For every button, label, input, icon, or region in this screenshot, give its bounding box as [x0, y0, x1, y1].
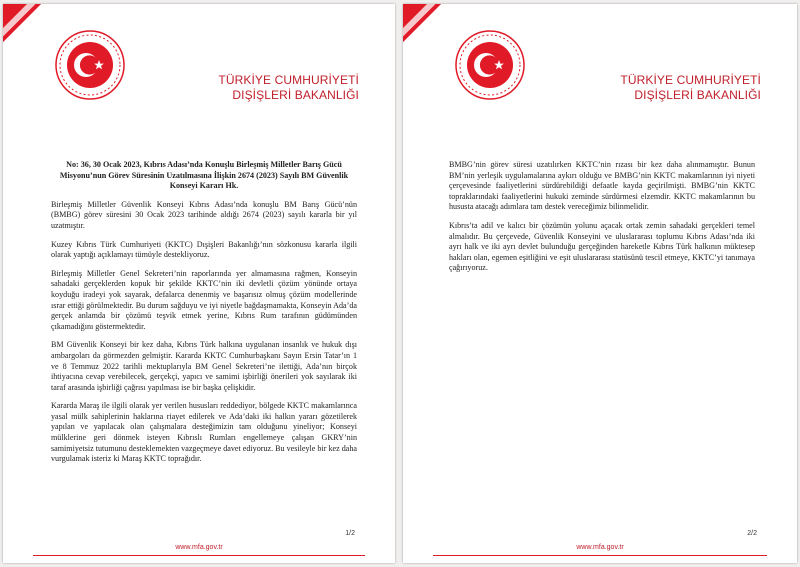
- ministry-line-1: TÜRKİYE CUMHURİYETİ: [620, 73, 761, 87]
- footer-url[interactable]: www.mfa.gov.tr: [576, 544, 624, 551]
- ministry-name: [620, 73, 761, 103]
- crescent-star-seal-icon: [55, 30, 125, 100]
- page-number: 1/2: [345, 530, 355, 537]
- ministry-name: [218, 73, 359, 103]
- crescent-star-seal-icon: [455, 30, 525, 100]
- footer-divider: [33, 555, 365, 556]
- paragraph: Birleşmiş Milletler Genel Sekreteri’nin raporlarında yer almamasına rağmen, Konseyin sahadaki gerçeklerden kopuk bir şekilde KKTC’nin iki devletli çözüm yönünde ortaya koyduğu iradeyi yok sayarak, defalarca denenmiş ve başarısız olmuş çözüm modellerinde ısrar ettiği görülmektedir. Bu durum sağduyu ve iyi niyetle bağdaşmamakta, Konseyin Ada’da gerçek anlamda bir çözümü teşvik etmek yerine, Kıbrıs Rum tarafının güdümünden çıkamadığını göstermektedir.: [51, 268, 357, 331]
- page-number: 2/2: [747, 530, 757, 537]
- paragraph: Birleşmiş Milletler Güvenlik Konseyi Kıbrıs Adası’nda konuşlu BM Barış Gücü’nün (BMBG) görev süresini 30 Ocak 2023 tarihinde aldığı 2674 (2023) sayılı kararla bir yıl uzatmıştır.: [51, 199, 357, 230]
- document-page-1: [3, 4, 395, 563]
- ministry-line-2: DIŞİŞLERİ BAKANLIĞI: [634, 88, 761, 102]
- document-page-2: [403, 4, 797, 563]
- statement-heading: No: 36, 30 Ocak 2023, Kıbrıs Adası’nda Konuşlu Birleşmiş Milletler Barış Gücü Misyonu’nun Görev Süresinin Uzatılmasına İlişkin 2674 (2023) Sayılı BM Güvenlik Konseyi Kararı Hk.: [59, 160, 349, 191]
- paragraph: BMBG’nin görev süresi uzatılırken KKTC’nin rızası bir kez daha alınmamıştır. Bunun BM’nin yerleşik uygulamalarına aykırı olduğu ve BMBG’nin KKTC makamlarının iyi niyeti çerçevesinde faaliyetlerini sürdürebildiği defaatle kayda geçirilmişti. BMBG’nin KKTC topraklarındaki faaliyetlerini hukuki zeminde sürdürmesi elzemdir. KKTC makamlarının bu hususta atacağı adımlara tam destek vereceğimiz bilinmelidir.: [449, 160, 755, 212]
- paragraph: Kıbrıs’ta adil ve kalıcı bir çözümün yolunu açacak ortak zemin sahadaki gerçekleri temel almalıdır. Bu çerçevede, Güvenlik Konseyini ve uluslararası toplumu Kıbrıs Adası’nda iki ayrı halk ve iki ayrı devlet bulunduğu gerçeğinden hareketle Kıbrıs Türk halkının müktesep hakları olan, egemen eşitliğini ve eşit uluslararası statüsünü tescil etmeye, KKTC’yi tanımaya çağırıyoruz.: [449, 220, 755, 273]
- paragraph: Kuzey Kıbrıs Türk Cumhuriyeti (KKTC) Dışişleri Bakanlığı’nın sözkonusu kararla ilgili olarak yaptığı açıklamayı tümüyle destekliyoruz.: [51, 239, 357, 260]
- footer-divider: [433, 555, 767, 556]
- paragraph: Kararda Maraş ile ilgili olarak yer verilen hususları reddediyor, bölgede KKTC makamlarınca yasal mülk sahiplerinin haklarına riayet edilerek ve Ada’daki iki halkın yararı gözetilerek yapılan ve yapılacak olan çalışmalara desteğimizin tam olduğunu yineliyor; Konseyi mülklerine geri dönmek isteyen Kıbrıslı Rumları engellemeye çalışan GKRY’nin samimiyetsiz tutumunu desteklemekten vazgeçmeye davet ediyoruz. Bu vesileyle bir kez daha vurgulamak isteriz ki Maraş KKTC toprağıdır.: [51, 401, 357, 464]
- ministry-line-1: TÜRKİYE CUMHURİYETİ: [218, 73, 359, 87]
- footer-url[interactable]: www.mfa.gov.tr: [175, 544, 223, 551]
- paragraph: BM Güvenlik Konseyi bir kez daha, Kıbrıs Türk halkına uygulanan insanlık ve hukuk dışı ambargoları da görmezden gelmiştir. Karardа KKTC Cumhurbaşkanı Sayın Ersin Tatar’ın 1 ve 8 Temmuz 2022 tarihli mektuplarıyla BM Genel Sekreteri’ne ilettiği, Ada’nın birçok ihtiyacına cevap verebilecek, gerçekçi, yapıcı ve samimi işbirliği önerileri yok sayılarak iki taraf arasında işbirliği çağrısı yapılması ise bir başka çelişkidir.: [51, 340, 357, 392]
- page-2-body: [449, 160, 755, 282]
- ministry-line-2: DIŞİŞLERİ BAKANLIĞI: [232, 88, 359, 102]
- page-1-body: [51, 160, 357, 473]
